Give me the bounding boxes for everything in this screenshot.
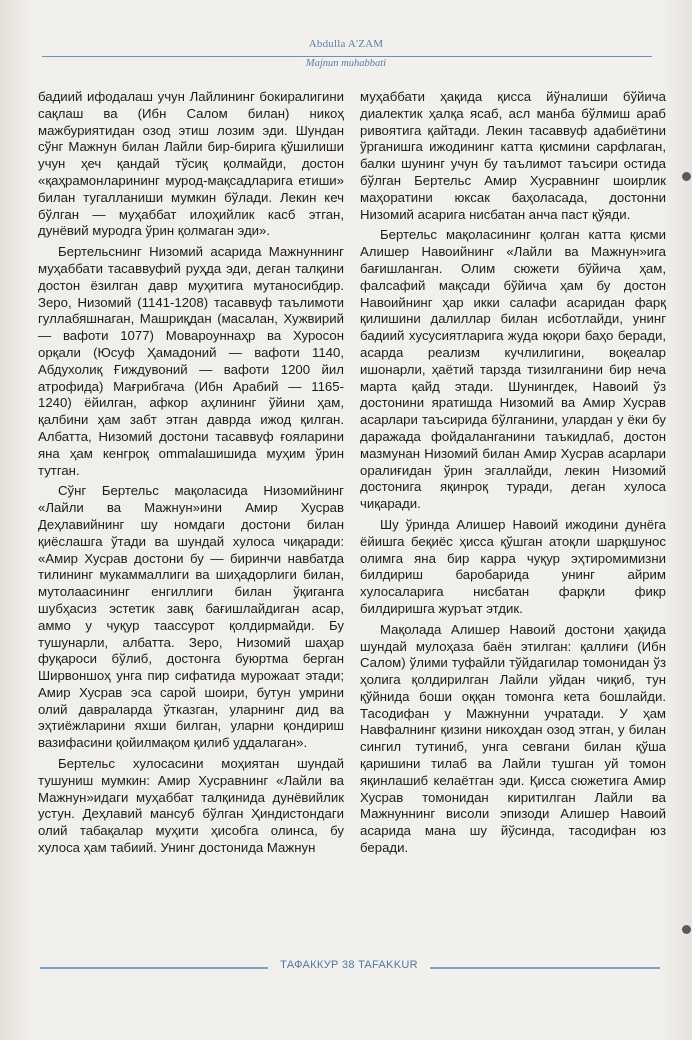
paragraph: Сўнг Бертельс мақоласида Низомийнинг «Лайли ва Мажнун»ини Амир Хусрав Деҳлавийнинг шу номдаги достони билан қиёслашга ўтади ва шундай хулоса чиқаради: «Амир Хусрав достони бу — биринчи навбатда тилининг мукаммаллиги ва шиҳадорлиги билан, мутолаасининг енгиллиги билан ўқиганга шубҳасиз эстетик завқ бағишлайдиган асар, аммо у чуқур таассурот қолдирмайди. Бу тушунарли, албатта. Зеро, Низомий шаҳар фуқароси бўлиб, достонга буюртма берган Ширвоншоҳ унга пир сифатида мурожаат этади; Амир Хусрав эса сарой шоири, бутун умрини олий давраларда ўтказган, уларнинг дид ва эҳтиёжларини яхши билган, уларни қондириш вазифасини қойилмақом қилиб уддалаган». [38,483,344,751]
binding-hole-icon [682,925,691,934]
left-text-column [38,89,344,861]
paragraph: Бертельснинг Низомий асарида Мажнуннинг муҳаббати тасаввуфий руҳда эди, деган талқини достон ёзилган давр муҳитига мутаносибдир. Зеро, Низомий (1141-1208) тасаввуф таълимоти гуллабяшнаган, Машриқдан (масалан, Хужвирий — вафоти 1077) Мовароуннаҳр ва Хуросон орқали (Юсуф Ҳамадоний — вафоти 1140, Абдухолиқ Ғиждувоний — вафоти 1200 йил атрофида) Мағрибгача (Ибн Арабий — 1165-1240) ёйилган, афкор аҳлининг ўйини ҳам, қалбини ҳам забт этган даврда ижод қилган. Албатта, Низомий достони тасаввуф ғояларини яна ҳам кенгроқ ommalaшишида муҳим ўрин тутган. [38,244,344,478]
paragraph: Мақолада Алишер Навоий достони ҳақида шундай мулоҳаза баён этилган: қаллиғи (Ибн Салом) ўлими туфайли тўйдагилар томонидан ўз ҳолига қолдирилган Лайли уйдан чиқиб, тун қўйнида боши оққан томонга кета бошлайди. Тасодифан у Мажнунни учратади. У ҳам Навфалнинг қизини никоҳдан озод этган, у билан сингил тутиниб, унга севгани билан қўша қаришини тилаб ва Лайли тушган уй томон яқинлашиб келаётган эди. Қисса сюжетига Амир Хусрав томонидан киритилган Лайли ва Мажнуннинг висоли эпизоди Алишер Навоий асарида мана шу йўсинда, тасодифан юз беради. [360,621,666,856]
paragraph: бадиий ифодалаш учун Лайлининг бокиралигини сақлаш ва (Ибн Салом билан) никоҳ мажбуриятидан озод этиш лозим эди. Шундан сўнг Мажнун билан Лайли бир-бирига қўшилиши учун ҳеч қандай тўсиқ қолмайди, достон «қаҳрамонларининг мурод-мақсадларига етиши» билан тугалланиши мумкин бўлади. Лекин кеч бўлган — муҳаббат илоҳийлик касб этган, дунёвий муродга ўрин қолмаган эди». [38,89,344,239]
page-footer [0,957,692,977]
running-header-subtitle: Majnun muhabbati [305,58,387,69]
paragraph: Шу ўринда Алишер Навоий ижодини дунёга ёйишга беқиёс ҳисса қўшган атоқли шарқшунос олимга яна бир карра чуқур эҳтиромимизни билдириш баробарида унинг айрим хулосаларига нисбатан фарқли фикр билдиришга журъат этдик. [360,516,666,616]
footer-rule-left [40,967,268,969]
running-header-author: Abdulla A'ZAM [308,38,384,50]
paragraph: муҳаббати ҳақида қисса йўналиши бўйича диалектик ҳалқа ясаб, асл манба бўлмиш араб ривоятига қайтади. Лекин тасаввуф адабиётини ўрганишга ижодининг катта қисмини сарфлаган, балки шунинг учун бу таълимот таъсири остида бўлган Бертельс Амир Хусравнинг шоирлик маҳоратини юксак баҳоласада, достонни Низомий асарига нисбатан анча паст қўяди. [360,89,666,222]
paragraph: Бертельс хулосасини моҳиятан шундай тушуниш мумкин: Амир Хусравнинг «Лайли ва Мажнун»идаги муҳаббат талқинида дунёвийлик устун. Деҳлавий мансуб бўлган Ҳиндистондаги олий табақалар муҳити ҳисобга олинса, бу хулоса ҳам табиий. Унинг достонида Мажнун [38,756,344,856]
paragraph: Бертельс мақоласининг қолган катта қисми Алишер Навоийнинг «Лайли ва Мажнун»ига бағишланган. Олим сюжети бўйича ҳам, фалсафий мақсади бўйича ҳам бу достон Навоийнинг ҳар икки салафи асаридан фарқ қилишини далиллар билан исботлайди, унинг бадиий хусусиятларига жуда юқори баҳо беради, асарда реализм кучлилигини, воқеалар ишонарли, ҳаётий тарзда тизилганини бир неча марта қайд этади. Шунингдек, Навоий ўз достонини яратишда Низомий ва Амир Хусрав асарлари таъсирида бўлганини, улардан у ёки бу даражада фойдаланганини таъкидлаб, достон мазмунан Низомий билан Амир Хусрав асарлари оралиғидан ўрин эгаллайди, лекин Низомий достонига яқинроқ туради, деган хулоса чиқаради. [360,227,666,512]
header-divider [42,56,652,57]
binding-hole-icon [682,172,691,181]
footer-page-label: ТАФАККУР 38 TAFAKKUR [280,959,418,971]
right-text-column [360,89,666,861]
footer-rule-right [430,967,660,969]
